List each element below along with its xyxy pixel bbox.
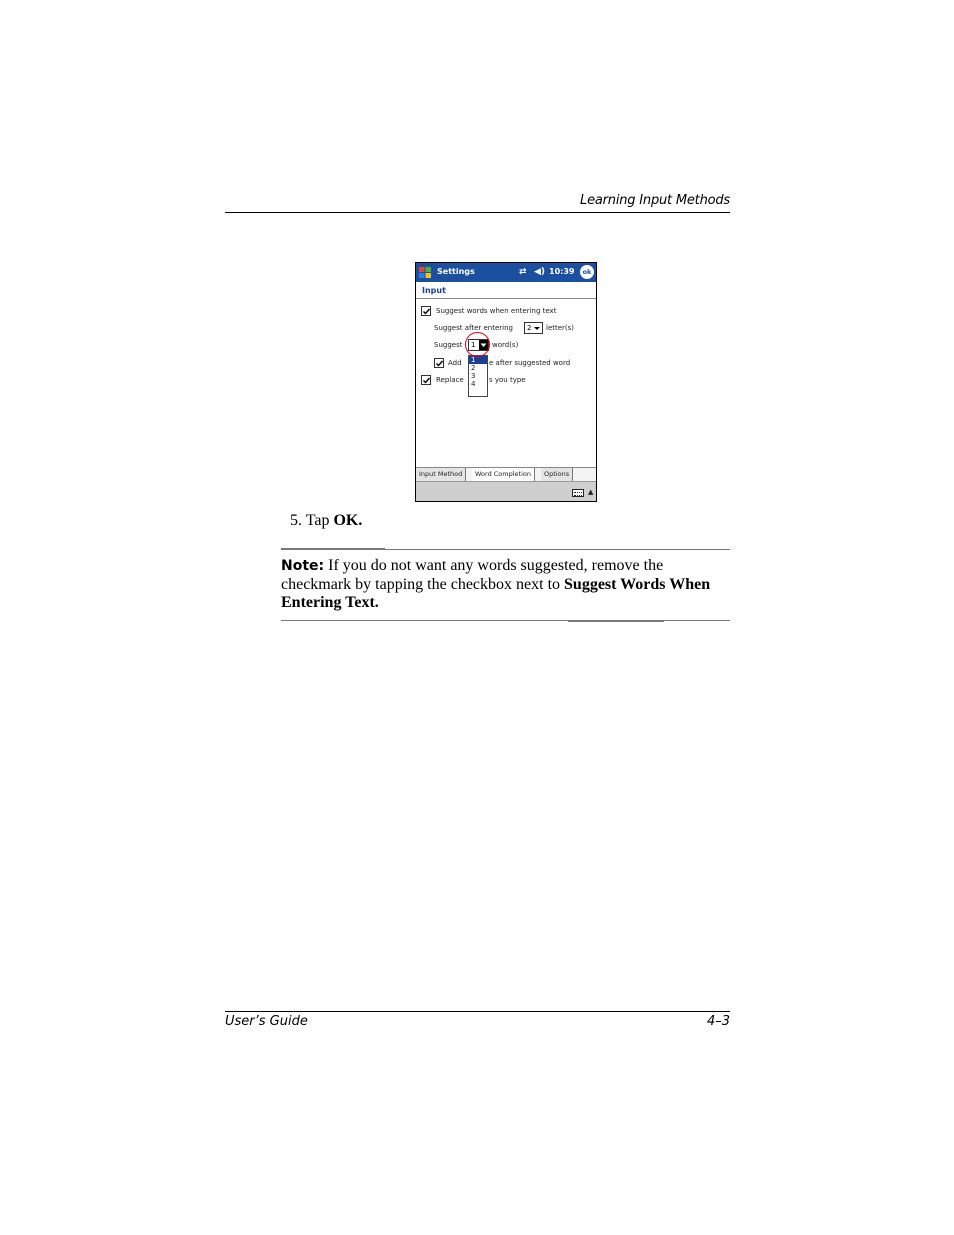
volume-icon[interactable]: ◀) [534,267,546,277]
ok-button[interactable]: ok [580,265,594,279]
checkmark-icon [422,376,431,385]
letters-dropdown-value: 2 [527,324,532,332]
suggest-words-label: Suggest words when entering text [436,307,557,315]
section-divider [416,298,596,299]
suggest-words-checkbox[interactable] [421,306,431,316]
page-number: 4–3 [706,1014,730,1029]
up-arrow-icon[interactable]: ▲ [588,488,594,496]
suggest-after-label: Suggest after entering [434,324,513,332]
step-instruction [290,511,362,531]
suggest-count-label: Suggest [434,341,463,349]
menu-bar [416,481,596,502]
running-head-text: Learning Input Methods [580,193,730,208]
add-space-label-right: e after suggested word [489,359,571,367]
words-dropdown-value: 1 [471,341,476,349]
note-bottom-accent [568,620,664,622]
checkmark-icon [435,359,444,368]
section-title: Input [422,286,446,295]
chevron-down-icon [533,324,541,332]
running-head [225,191,730,213]
letters-dropdown[interactable] [524,322,543,334]
footer-rule [225,1011,730,1012]
dropdown-option[interactable]: 3 [471,372,476,380]
words-dropdown-list[interactable] [468,355,488,397]
windows-start-icon[interactable] [418,266,432,279]
note-bold: Suggest Words When Entering Text. [281,575,711,611]
tab-strip [416,467,596,481]
note-text: If you do not want any words suggested, remove the checkmark by tapping the checkbox next to [281,557,664,593]
keyboard-icon[interactable] [572,489,584,497]
note-block [281,557,730,613]
step-number: 5. [290,512,302,529]
dropdown-option[interactable]: 1 [469,356,487,364]
note-top-rule [281,549,730,550]
settings-screenshot [415,262,597,502]
add-space-checkbox[interactable] [434,358,444,368]
tab-options[interactable]: Options [541,468,573,482]
letters-suffix: letter(s) [546,324,575,332]
tab-input-method[interactable]: Input Method [416,468,466,482]
add-space-label-left: Add [448,359,462,367]
tab-word-completion[interactable]: Word Completion [472,468,535,482]
replace-label-right: s you type [489,376,526,384]
replace-label-left: Replace [436,376,464,384]
note-label: Note: [281,558,325,574]
checkmark-icon [422,307,431,316]
highlight-circle [465,332,490,357]
window-title: Settings [437,267,475,276]
title-bar [416,263,596,282]
replace-checkbox[interactable] [421,375,431,385]
dropdown-option[interactable]: 4 [471,380,476,388]
clock[interactable]: 10:39 [549,267,575,276]
words-suffix: word(s) [492,341,519,349]
step-bold: OK. [333,512,363,529]
dropdown-option[interactable]: 2 [471,364,476,372]
connectivity-icon[interactable]: ⇄ [519,267,527,277]
step-text: Tap [305,512,330,529]
footer-left: User’s Guide [225,1014,308,1029]
